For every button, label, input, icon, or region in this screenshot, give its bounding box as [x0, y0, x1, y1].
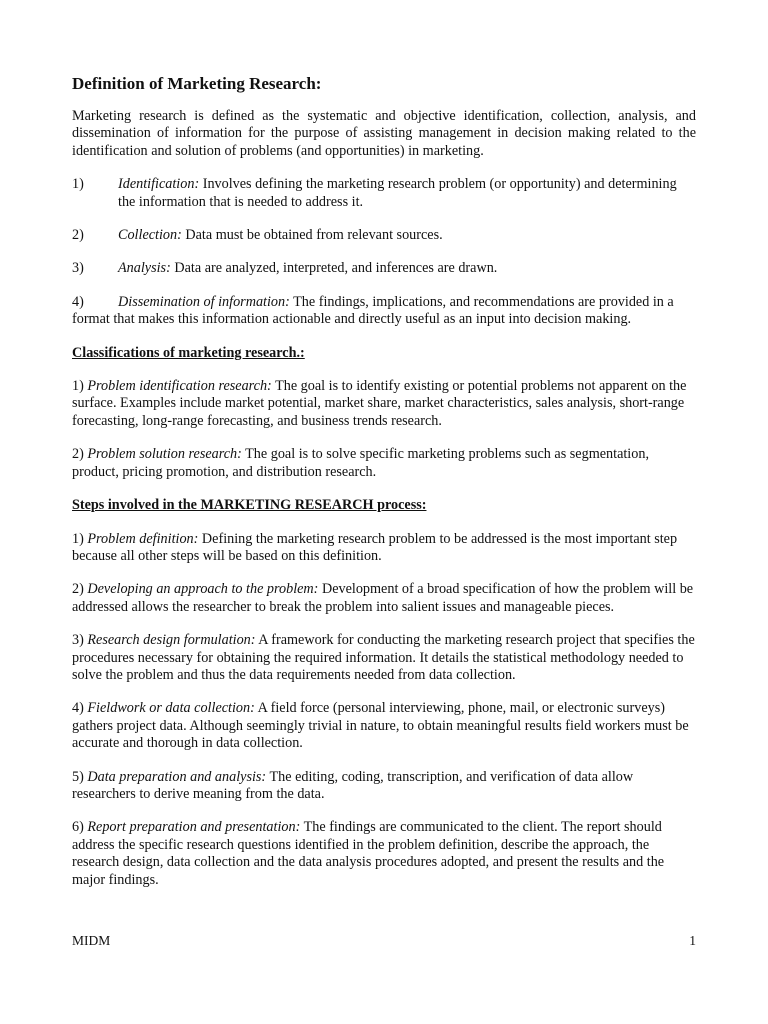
item-term: Data preparation and analysis: — [87, 768, 267, 785]
definition-item-dissemination — [72, 294, 696, 329]
item-text: Data must be obtained from relevant sources. — [181, 227, 443, 244]
page-footer — [72, 932, 696, 949]
item-text: The goal is to solve specific marketing problems such as segmentation, product, pricing promotion, and distribution research. — [72, 446, 649, 480]
item-number: 1) — [72, 176, 84, 193]
step-item — [72, 819, 696, 889]
item-number: 1) — [72, 378, 88, 395]
item-text: A framework for conducting the marketing research project that specifies the procedures necessary for obtaining the required information. It details the statistical methodology needed to solve the problem and thus the data requirements needed from data collection. — [72, 632, 695, 683]
item-text: Development of a broad specification of how the problem will be addressed allows the researcher to break the problem into salient issues and manageable pieces. — [72, 581, 694, 615]
item-text: The findings are communicated to the client. The report should address the specific research questions identified in the problem definition, describe the approach, the research design, data collection and the data analysis procedures adopted, and present the results and the major findings. — [72, 819, 665, 888]
definition-item-analysis — [72, 260, 696, 277]
item-number: 3) — [72, 260, 84, 277]
item-text: Defining the marketing research problem to be addressed is the most important step because all other steps will be based on this definition. — [72, 530, 678, 564]
item-text: The goal is to identify existing or potential problems not apparent on the surface. Examples include market potential, market share, market characteristics, sales analysis, short-range forecasting, long-range forecasting, and business trends research. — [72, 378, 687, 429]
item-term: Research design formulation: — [87, 632, 256, 649]
item-number: 2) — [72, 581, 88, 598]
item-term: Identification: — [118, 176, 200, 193]
item-text: A field force (personal interviewing, phone, mail, or electronic surveys) gathers project data. Although seemingly trivial in nature, to obtain meaningful results field workers must be accurate and thorough in data collection. — [72, 700, 689, 752]
item-term: Fieldwork or data collection: — [87, 700, 255, 717]
item-number: 4) — [72, 293, 84, 310]
item-number: 1) — [72, 530, 88, 547]
classifications-heading: Classifications of marketing research.: — [72, 344, 305, 361]
classification-item — [72, 378, 696, 430]
step-item — [72, 632, 696, 684]
step-item — [72, 531, 696, 566]
classification-item — [72, 446, 696, 481]
step-item — [72, 700, 696, 752]
step-item — [72, 769, 696, 804]
item-text: Involves defining the marketing research problem (or opportunity) and determining the information that is needed to address it. — [118, 176, 677, 210]
item-term: Dissemination of information: — [118, 293, 290, 310]
item-text: The editing, coding, transcription, and verification of data allow researchers to derive meaning from the data. — [72, 768, 634, 802]
page-number: 1 — [689, 933, 696, 948]
footer-label: MIDM — [72, 933, 111, 948]
item-number: 3) — [72, 632, 88, 649]
step-item — [72, 581, 696, 616]
item-number: 5) — [72, 768, 88, 785]
item-number: 6) — [72, 819, 88, 836]
item-term: Problem identification research: — [87, 378, 272, 395]
item-term: Analysis: — [118, 260, 171, 277]
item-number: 2) — [72, 446, 88, 463]
intro-paragraph: Marketing research is defined as the systematic and objective identification, collection, analysis, and dissemination of information for the purpose of assisting management in decision making related to the identification and solution of problems (and opportunities) in marketing. — [72, 108, 696, 159]
definition-item-identification — [72, 176, 696, 211]
document-page — [72, 74, 696, 905]
steps-heading: Steps involved in the MARKETING RESEARCH process: — [72, 497, 427, 514]
item-term: Problem definition: — [87, 530, 199, 547]
item-text: Data are analyzed, interpreted, and inferences are drawn. — [170, 260, 498, 277]
item-term: Report preparation and presentation: — [87, 819, 301, 836]
item-number: 4) — [72, 700, 88, 717]
definition-item-collection — [72, 227, 696, 244]
item-term: Developing an approach to the problem: — [87, 581, 319, 598]
item-term: Problem solution research: — [87, 446, 242, 463]
item-term: Collection: — [118, 227, 182, 244]
page-title: Definition of Marketing Research: — [72, 74, 322, 93]
item-number: 2) — [72, 227, 84, 244]
item-text: The findings, implications, and recommendations are provided in a format that makes this information actionable and directly useful as an input into decision making. — [72, 293, 674, 328]
